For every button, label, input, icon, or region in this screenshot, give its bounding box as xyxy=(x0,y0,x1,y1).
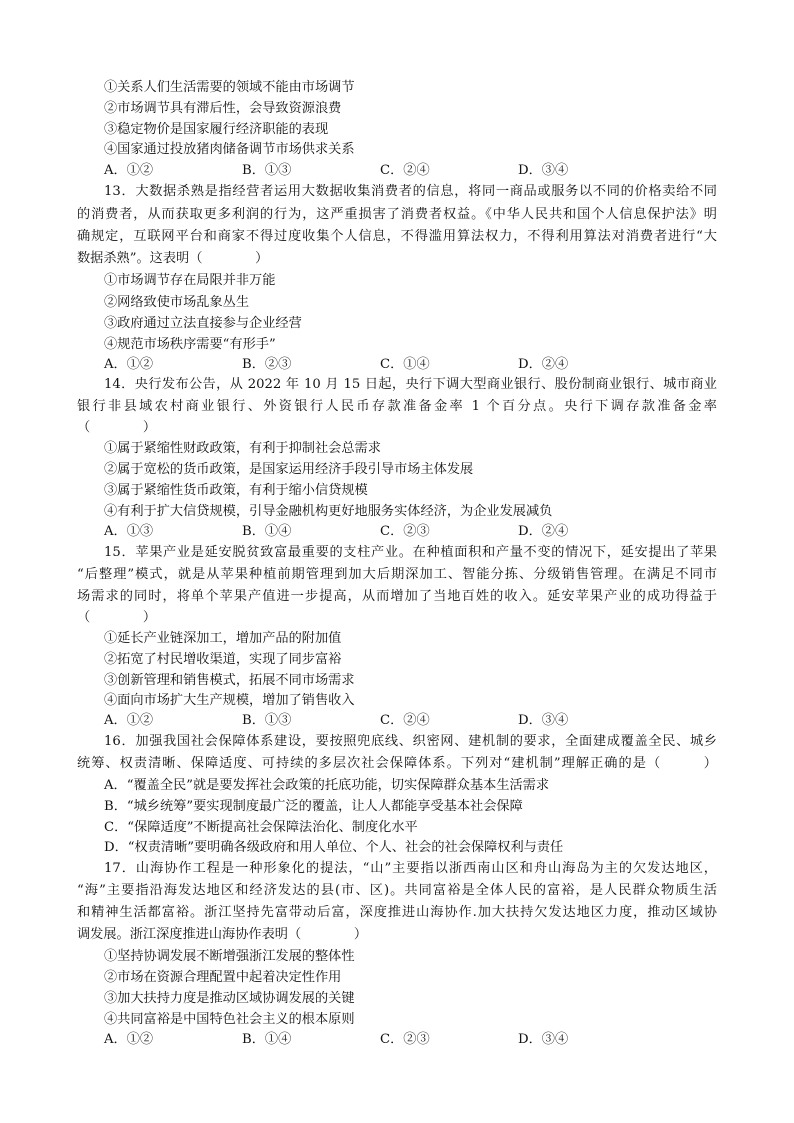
option-line: ④共同富裕是中国特色社会主义的根本原则 xyxy=(104,1012,355,1027)
answer-choice: C．②③ xyxy=(380,524,430,539)
answer-choice: C．②③ xyxy=(380,1032,430,1047)
answer-choice: A．①② xyxy=(104,713,154,728)
question-stem-line: 17．山海协作工程是一种形象化的提法，“山”主要指以浙西南山区和舟山海岛为主的欠发达地区， xyxy=(104,861,717,876)
answer-choices-row xyxy=(104,161,664,181)
option-line: ③创新管理和销售模式，拓展不同市场需求 xyxy=(104,673,355,688)
question-stem-line: 和精神生活都富裕。浙江坚持先富带动后富，深度推进山海协作.加大扶持欠发达地区力度，推动区域协 xyxy=(77,905,717,920)
answer-choice: A．①② xyxy=(104,163,154,178)
answer-choice: B．①③ xyxy=(242,713,292,728)
answer-choice: D．③④ xyxy=(518,713,569,728)
question-stem-line: （ ） xyxy=(77,420,157,435)
question-stem-line: 银行非县域农村商业银行、外资银行人民币存款准备金率 1 个百分点。央行下调存款准备金率 xyxy=(77,399,717,414)
option-line: ④有利于扩大信贷规模，引导金融机构更好地服务实体经济，为企业发展减负 xyxy=(104,504,553,519)
option-line: ④面向市场扩大生产规模，增加了销售收入 xyxy=(104,693,355,708)
question-stem-line: “海”主要指沿海发达地区和经济发达的县(市、区)。共同富裕是全体人民的富裕，是人民群众物质生活 xyxy=(77,883,717,898)
option-line: ③属于紧缩性货币政策，有利于缩小信贷规模 xyxy=(104,483,368,498)
answer-choice: B．①④ xyxy=(242,524,292,539)
answer-choice: C．②④ xyxy=(380,163,430,178)
option-line: ④国家通过投放猪肉储备调节市场供求关系 xyxy=(104,142,355,157)
question-stem-line: 确规定，互联网平台和商家不得过度收集个人信息，不得滥用算法权力，不得利用算法对消费者进行“大 xyxy=(77,229,717,244)
answer-choice: D．③④ xyxy=(518,1032,569,1047)
answer-choice: C．①④ xyxy=(380,357,430,372)
question-stem-line: 统筹、权责清晰、保障适度、可持续的多层次社会保障体系。下列对“建机制”理解正确的是（ ） xyxy=(77,756,717,771)
answer-choice: D．③④ xyxy=(518,163,569,178)
question-stem-line: “后整理”模式，就是从苹果种植前期管理到加大后期深加工、智能分拣、分级销售管理。在满足不同市 xyxy=(77,567,717,582)
question-stem-line: 14．央行发布公告，从 2022 年 10 月 15 日起，央行下调大型商业银行、股份制商业银行、城市商业 xyxy=(104,377,717,392)
question-stem-line: 数据杀熟”。这表明（ ） xyxy=(77,251,269,266)
answer-choices-row xyxy=(104,1030,664,1050)
answer-choice: D．②④ xyxy=(518,357,569,372)
option-line: ②属于宽松的货币政策，是国家运用经济手段引导市场主体发展 xyxy=(104,462,474,477)
answer-choice: B．②③ xyxy=(242,357,292,372)
option-line: D．“权责清晰”要明确各级政府和用人单位、个人、社会的社会保障权利与责任 xyxy=(104,840,564,855)
answer-choice: A．①② xyxy=(104,357,154,372)
option-line: ①关系人们生活需要的领域不能由市场调节 xyxy=(104,80,355,95)
option-line: ③加大扶持力度是推动区域协调发展的关键 xyxy=(104,991,355,1006)
option-line: A．“覆盖全民”就是要发挥社会政策的托底功能，切实保障群众基本生活需求 xyxy=(104,778,550,793)
question-stem-line: 的消费者，从而获取更多利润的行为，这严重损害了消费者权益。《中华人民共和国个人信息保护法》明 xyxy=(77,207,717,222)
option-line: ①坚持协调发展不断增强浙江发展的整体性 xyxy=(104,949,355,964)
answer-choices-row xyxy=(104,522,664,542)
answer-choice: D．②④ xyxy=(518,524,569,539)
question-stem-line: 场需求的同时，将单个苹果产值进一步提高，从而增加了当地百姓的收入。延安苹果产业的成功得益于 xyxy=(77,589,717,604)
option-line: B．“城乡统筹”要实现制度最广泛的覆盖，让人人都能享受基本社会保障 xyxy=(104,799,523,814)
answer-choices-row xyxy=(104,711,664,731)
option-line: ②市场在资源合理配置中起着决定性作用 xyxy=(104,970,342,985)
option-line: ①市场调节存在局限并非万能 xyxy=(104,273,276,288)
answer-choice: A．①② xyxy=(104,1032,154,1047)
answer-choices-row xyxy=(104,355,664,375)
option-line: ③稳定物价是国家履行经济职能的表现 xyxy=(104,122,329,137)
option-line: ②市场调节具有滞后性，会导致资源浪费 xyxy=(104,101,342,116)
answer-choice: B．①④ xyxy=(242,1032,292,1047)
question-stem-line: （ ） xyxy=(77,610,157,625)
option-line: ③政府通过立法直接参与企业经营 xyxy=(104,316,302,331)
question-stem-line: 16．加强我国社会保障体系建设，要按照兜底线、织密网、建机制的要求，全面建成覆盖全民、城乡 xyxy=(104,734,717,749)
option-line: ④规范市场秩序需要“有形手” xyxy=(104,337,276,352)
answer-choice: B．①③ xyxy=(242,163,292,178)
question-stem-line: 调发展。浙江深度推进山海协作表明（ ） xyxy=(77,927,368,942)
option-line: ①延长产业链深加工，增加产品的附加值 xyxy=(104,631,342,646)
answer-choice: C．②④ xyxy=(380,713,430,728)
option-line: ①属于紧缩性财政政策，有利于抑制社会总需求 xyxy=(104,441,381,456)
question-stem-line: 15．苹果产业是延安脱贫致富最重要的支柱产业。在种植面积和产量不变的情况下，延安提出了苹果 xyxy=(104,545,717,560)
option-line: ②拓宽了村民增收渠道，实现了同步富裕 xyxy=(104,652,342,667)
option-line: C．“保障适度”不断提高社会保障法治化、制度化水平 xyxy=(104,820,418,835)
option-line: ②网络致使市场乱象丛生 xyxy=(104,295,250,310)
question-stem-line: 13．大数据杀熟是指经营者运用大数据收集消费者的信息，将同一商品或服务以不同的价格卖给不同 xyxy=(104,184,717,199)
answer-choice: A．①③ xyxy=(104,524,154,539)
